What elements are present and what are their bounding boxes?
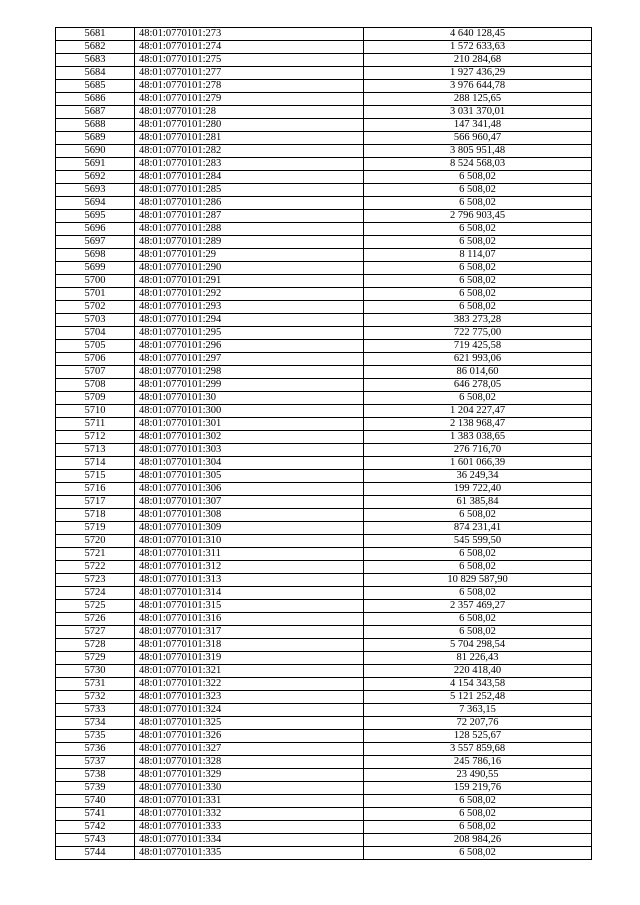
cadastral-value-cell: 6 508,02: [364, 808, 592, 821]
row-number-cell: 5729: [56, 652, 135, 665]
cadastral-number-cell: 48:01:0770101:328: [135, 756, 364, 769]
table-row: [56, 301, 592, 314]
cadastral-value-cell: 81 226,43: [364, 652, 592, 665]
cadastral-value-cell: 4 154 343,58: [364, 678, 592, 691]
cadastral-value-cell: 566 960,47: [364, 132, 592, 145]
cadastral-number-cell: 48:01:0770101:294: [135, 314, 364, 327]
table-row: [56, 54, 592, 67]
row-number-cell: 5690: [56, 145, 135, 158]
cadastral-value-cell: 2 357 469,27: [364, 600, 592, 613]
row-number-cell: 5732: [56, 691, 135, 704]
cadastral-value-cell: 4 640 128,45: [364, 28, 592, 41]
table-row: [56, 67, 592, 80]
row-number-cell: 5744: [56, 847, 135, 860]
cadastral-value-cell: 23 490,55: [364, 769, 592, 782]
cadastral-number-cell: 48:01:0770101:290: [135, 262, 364, 275]
cadastral-number-cell: 48:01:0770101:279: [135, 93, 364, 106]
row-number-cell: 5700: [56, 275, 135, 288]
row-number-cell: 5727: [56, 626, 135, 639]
table-row: [56, 691, 592, 704]
row-number-cell: 5717: [56, 496, 135, 509]
cadastral-value-cell: 3 031 370,01: [364, 106, 592, 119]
table-row: [56, 522, 592, 535]
cadastral-number-cell: 48:01:0770101:293: [135, 301, 364, 314]
table-row: [56, 756, 592, 769]
cadastral-number-cell: 48:01:0770101:301: [135, 418, 364, 431]
row-number-cell: 5742: [56, 821, 135, 834]
cadastral-number-cell: 48:01:0770101:30: [135, 392, 364, 405]
cadastral-value-cell: 210 284,68: [364, 54, 592, 67]
cadastral-value-cell: 276 716,70: [364, 444, 592, 457]
row-number-cell: 5712: [56, 431, 135, 444]
cadastral-number-cell: 48:01:0770101:286: [135, 197, 364, 210]
cadastral-value-cell: 6 508,02: [364, 613, 592, 626]
cadastral-number-cell: 48:01:0770101:316: [135, 613, 364, 626]
row-number-cell: 5684: [56, 67, 135, 80]
table-row: [56, 119, 592, 132]
cadastral-number-cell: 48:01:0770101:295: [135, 327, 364, 340]
table-row: [56, 626, 592, 639]
table-row: [56, 262, 592, 275]
table-row: [56, 41, 592, 54]
row-number-cell: 5726: [56, 613, 135, 626]
table-row: [56, 678, 592, 691]
cadastral-number-cell: 48:01:0770101:29: [135, 249, 364, 262]
row-number-cell: 5707: [56, 366, 135, 379]
table-row: [56, 106, 592, 119]
cadastral-value-cell: 245 786,16: [364, 756, 592, 769]
cadastral-number-cell: 48:01:0770101:323: [135, 691, 364, 704]
table-row: [56, 535, 592, 548]
row-number-cell: 5711: [56, 418, 135, 431]
row-number-cell: 5702: [56, 301, 135, 314]
cadastral-number-cell: 48:01:0770101:28: [135, 106, 364, 119]
row-number-cell: 5715: [56, 470, 135, 483]
cadastral-value-cell: 10 829 587,90: [364, 574, 592, 587]
row-number-cell: 5701: [56, 288, 135, 301]
table-row: [56, 132, 592, 145]
cadastral-number-cell: 48:01:0770101:299: [135, 379, 364, 392]
table-row: [56, 444, 592, 457]
row-number-cell: 5706: [56, 353, 135, 366]
table-row: [56, 340, 592, 353]
table-row: [56, 704, 592, 717]
row-number-cell: 5722: [56, 561, 135, 574]
cadastral-number-cell: 48:01:0770101:334: [135, 834, 364, 847]
table-row: [56, 769, 592, 782]
cadastral-value-cell: 8 524 568,03: [364, 158, 592, 171]
table-row: [56, 470, 592, 483]
table-row: [56, 457, 592, 470]
row-number-cell: 5691: [56, 158, 135, 171]
table-row: [56, 665, 592, 678]
cadastral-value-cell: 722 775,00: [364, 327, 592, 340]
cadastral-number-cell: 48:01:0770101:283: [135, 158, 364, 171]
row-number-cell: 5687: [56, 106, 135, 119]
table-row: [56, 275, 592, 288]
cadastral-value-cell: 2 138 968,47: [364, 418, 592, 431]
row-number-cell: 5719: [56, 522, 135, 535]
cadastral-number-cell: 48:01:0770101:331: [135, 795, 364, 808]
cadastral-number-cell: 48:01:0770101:330: [135, 782, 364, 795]
cadastral-value-cell: 646 278,05: [364, 379, 592, 392]
cadastral-value-table: [55, 27, 592, 860]
cadastral-number-cell: 48:01:0770101:307: [135, 496, 364, 509]
cadastral-value-cell: 147 341,48: [364, 119, 592, 132]
cadastral-number-cell: 48:01:0770101:327: [135, 743, 364, 756]
row-number-cell: 5728: [56, 639, 135, 652]
cadastral-value-cell: 719 425,58: [364, 340, 592, 353]
table-body: [56, 28, 592, 860]
row-number-cell: 5730: [56, 665, 135, 678]
table-row: [56, 184, 592, 197]
cadastral-number-cell: 48:01:0770101:321: [135, 665, 364, 678]
cadastral-number-cell: 48:01:0770101:302: [135, 431, 364, 444]
row-number-cell: 5693: [56, 184, 135, 197]
row-number-cell: 5736: [56, 743, 135, 756]
cadastral-number-cell: 48:01:0770101:324: [135, 704, 364, 717]
row-number-cell: 5720: [56, 535, 135, 548]
cadastral-value-cell: 6 508,02: [364, 795, 592, 808]
row-number-cell: 5688: [56, 119, 135, 132]
table-row: [56, 28, 592, 41]
cadastral-number-cell: 48:01:0770101:288: [135, 223, 364, 236]
table-row: [56, 210, 592, 223]
cadastral-number-cell: 48:01:0770101:298: [135, 366, 364, 379]
cadastral-value-cell: 6 508,02: [364, 587, 592, 600]
table-row: [56, 93, 592, 106]
table-row: [56, 145, 592, 158]
cadastral-number-cell: 48:01:0770101:278: [135, 80, 364, 93]
cadastral-value-cell: 128 525,67: [364, 730, 592, 743]
cadastral-number-cell: 48:01:0770101:282: [135, 145, 364, 158]
cadastral-number-cell: 48:01:0770101:333: [135, 821, 364, 834]
cadastral-value-cell: 5 121 252,48: [364, 691, 592, 704]
cadastral-value-cell: 6 508,02: [364, 821, 592, 834]
cadastral-number-cell: 48:01:0770101:300: [135, 405, 364, 418]
row-number-cell: 5704: [56, 327, 135, 340]
row-number-cell: 5713: [56, 444, 135, 457]
row-number-cell: 5682: [56, 41, 135, 54]
cadastral-value-cell: 6 508,02: [364, 509, 592, 522]
row-number-cell: 5721: [56, 548, 135, 561]
cadastral-number-cell: 48:01:0770101:306: [135, 483, 364, 496]
cadastral-number-cell: 48:01:0770101:275: [135, 54, 364, 67]
cadastral-value-cell: 545 599,50: [364, 535, 592, 548]
cadastral-number-cell: 48:01:0770101:280: [135, 119, 364, 132]
cadastral-value-cell: 6 508,02: [364, 847, 592, 860]
table-row: [56, 847, 592, 860]
cadastral-value-cell: 5 704 298,54: [364, 639, 592, 652]
cadastral-value-cell: 6 508,02: [364, 561, 592, 574]
table-row: [56, 366, 592, 379]
table-row: [56, 431, 592, 444]
cadastral-value-cell: 621 993,06: [364, 353, 592, 366]
cadastral-value-cell: 6 508,02: [364, 262, 592, 275]
cadastral-number-cell: 48:01:0770101:285: [135, 184, 364, 197]
cadastral-value-cell: 36 249,34: [364, 470, 592, 483]
row-number-cell: 5735: [56, 730, 135, 743]
row-number-cell: 5733: [56, 704, 135, 717]
cadastral-value-cell: 1 572 633,63: [364, 41, 592, 54]
row-number-cell: 5741: [56, 808, 135, 821]
cadastral-number-cell: 48:01:0770101:304: [135, 457, 364, 470]
table-row: [56, 821, 592, 834]
cadastral-value-cell: 8 114,07: [364, 249, 592, 262]
cadastral-value-cell: 1 383 038,65: [364, 431, 592, 444]
cadastral-number-cell: 48:01:0770101:309: [135, 522, 364, 535]
table-row: [56, 483, 592, 496]
row-number-cell: 5695: [56, 210, 135, 223]
row-number-cell: 5734: [56, 717, 135, 730]
cadastral-number-cell: 48:01:0770101:305: [135, 470, 364, 483]
cadastral-value-cell: 383 273,28: [364, 314, 592, 327]
row-number-cell: 5740: [56, 795, 135, 808]
row-number-cell: 5686: [56, 93, 135, 106]
row-number-cell: 5724: [56, 587, 135, 600]
table-row: [56, 158, 592, 171]
table-row: [56, 327, 592, 340]
row-number-cell: 5692: [56, 171, 135, 184]
row-number-cell: 5723: [56, 574, 135, 587]
cadastral-number-cell: 48:01:0770101:332: [135, 808, 364, 821]
table-row: [56, 392, 592, 405]
row-number-cell: 5698: [56, 249, 135, 262]
table-row: [56, 353, 592, 366]
table-row: [56, 314, 592, 327]
cadastral-value-cell: 6 508,02: [364, 392, 592, 405]
table-row: [56, 717, 592, 730]
cadastral-number-cell: 48:01:0770101:303: [135, 444, 364, 457]
table-row: [56, 782, 592, 795]
row-number-cell: 5714: [56, 457, 135, 470]
table-row: [56, 730, 592, 743]
table-row: [56, 288, 592, 301]
cadastral-value-cell: 288 125,65: [364, 93, 592, 106]
cadastral-number-cell: 48:01:0770101:314: [135, 587, 364, 600]
cadastral-value-cell: 61 385,84: [364, 496, 592, 509]
cadastral-number-cell: 48:01:0770101:335: [135, 847, 364, 860]
table-row: [56, 249, 592, 262]
cadastral-value-cell: 1 601 066,39: [364, 457, 592, 470]
row-number-cell: 5699: [56, 262, 135, 275]
table-row: [56, 236, 592, 249]
cadastral-number-cell: 48:01:0770101:326: [135, 730, 364, 743]
cadastral-number-cell: 48:01:0770101:284: [135, 171, 364, 184]
row-number-cell: 5697: [56, 236, 135, 249]
cadastral-number-cell: 48:01:0770101:310: [135, 535, 364, 548]
row-number-cell: 5685: [56, 80, 135, 93]
cadastral-number-cell: 48:01:0770101:312: [135, 561, 364, 574]
table-row: [56, 197, 592, 210]
row-number-cell: 5710: [56, 405, 135, 418]
cadastral-number-cell: 48:01:0770101:313: [135, 574, 364, 587]
cadastral-number-cell: 48:01:0770101:325: [135, 717, 364, 730]
table-row: [56, 652, 592, 665]
cadastral-value-cell: 6 508,02: [364, 184, 592, 197]
row-number-cell: 5743: [56, 834, 135, 847]
cadastral-value-cell: 6 508,02: [364, 223, 592, 236]
table-row: [56, 80, 592, 93]
cadastral-number-cell: 48:01:0770101:315: [135, 600, 364, 613]
table-row: [56, 405, 592, 418]
cadastral-number-cell: 48:01:0770101:287: [135, 210, 364, 223]
cadastral-number-cell: 48:01:0770101:322: [135, 678, 364, 691]
row-number-cell: 5694: [56, 197, 135, 210]
table-row: [56, 561, 592, 574]
row-number-cell: 5725: [56, 600, 135, 613]
table-row: [56, 548, 592, 561]
row-number-cell: 5716: [56, 483, 135, 496]
cadastral-value-cell: 6 508,02: [364, 171, 592, 184]
cadastral-number-cell: 48:01:0770101:311: [135, 548, 364, 561]
table-row: [56, 743, 592, 756]
cadastral-value-cell: 3 557 859,68: [364, 743, 592, 756]
cadastral-number-cell: 48:01:0770101:273: [135, 28, 364, 41]
cadastral-value-cell: 6 508,02: [364, 288, 592, 301]
cadastral-value-cell: 6 508,02: [364, 275, 592, 288]
cadastral-value-cell: 1 927 436,29: [364, 67, 592, 80]
table-row: [56, 639, 592, 652]
row-number-cell: 5709: [56, 392, 135, 405]
table-row: [56, 613, 592, 626]
cadastral-number-cell: 48:01:0770101:296: [135, 340, 364, 353]
cadastral-value-cell: 6 508,02: [364, 301, 592, 314]
cadastral-value-cell: 874 231,41: [364, 522, 592, 535]
cadastral-value-cell: 72 207,76: [364, 717, 592, 730]
cadastral-number-cell: 48:01:0770101:277: [135, 67, 364, 80]
cadastral-number-cell: 48:01:0770101:291: [135, 275, 364, 288]
cadastral-value-cell: 1 204 227,47: [364, 405, 592, 418]
cadastral-value-cell: 6 508,02: [364, 626, 592, 639]
table-row: [56, 808, 592, 821]
cadastral-value-cell: 2 796 903,45: [364, 210, 592, 223]
cadastral-number-cell: 48:01:0770101:274: [135, 41, 364, 54]
row-number-cell: 5683: [56, 54, 135, 67]
cadastral-value-cell: 6 508,02: [364, 236, 592, 249]
row-number-cell: 5705: [56, 340, 135, 353]
cadastral-number-cell: 48:01:0770101:319: [135, 652, 364, 665]
cadastral-value-cell: 7 363,15: [364, 704, 592, 717]
row-number-cell: 5731: [56, 678, 135, 691]
row-number-cell: 5739: [56, 782, 135, 795]
table-row: [56, 171, 592, 184]
table-row: [56, 587, 592, 600]
cadastral-value-cell: 3 976 644,78: [364, 80, 592, 93]
cadastral-number-cell: 48:01:0770101:318: [135, 639, 364, 652]
cadastral-value-cell: 6 508,02: [364, 197, 592, 210]
cadastral-value-cell: 86 014,60: [364, 366, 592, 379]
cadastral-number-cell: 48:01:0770101:329: [135, 769, 364, 782]
table-row: [56, 223, 592, 236]
table-row: [56, 418, 592, 431]
row-number-cell: 5681: [56, 28, 135, 41]
cadastral-number-cell: 48:01:0770101:292: [135, 288, 364, 301]
cadastral-value-cell: 199 722,40: [364, 483, 592, 496]
cadastral-number-cell: 48:01:0770101:289: [135, 236, 364, 249]
cadastral-value-cell: 220 418,40: [364, 665, 592, 678]
cadastral-value-cell: 159 219,76: [364, 782, 592, 795]
cadastral-value-cell: 6 508,02: [364, 548, 592, 561]
row-number-cell: 5708: [56, 379, 135, 392]
row-number-cell: 5689: [56, 132, 135, 145]
cadastral-number-cell: 48:01:0770101:308: [135, 509, 364, 522]
table-row: [56, 795, 592, 808]
row-number-cell: 5703: [56, 314, 135, 327]
row-number-cell: 5718: [56, 509, 135, 522]
table-row: [56, 574, 592, 587]
table-row: [56, 509, 592, 522]
table-row: [56, 834, 592, 847]
table-row: [56, 600, 592, 613]
row-number-cell: 5738: [56, 769, 135, 782]
cadastral-value-cell: 208 984,26: [364, 834, 592, 847]
table-row: [56, 496, 592, 509]
table-row: [56, 379, 592, 392]
cadastral-number-cell: 48:01:0770101:297: [135, 353, 364, 366]
cadastral-number-cell: 48:01:0770101:281: [135, 132, 364, 145]
cadastral-number-cell: 48:01:0770101:317: [135, 626, 364, 639]
row-number-cell: 5696: [56, 223, 135, 236]
row-number-cell: 5737: [56, 756, 135, 769]
cadastral-value-cell: 3 805 951,48: [364, 145, 592, 158]
